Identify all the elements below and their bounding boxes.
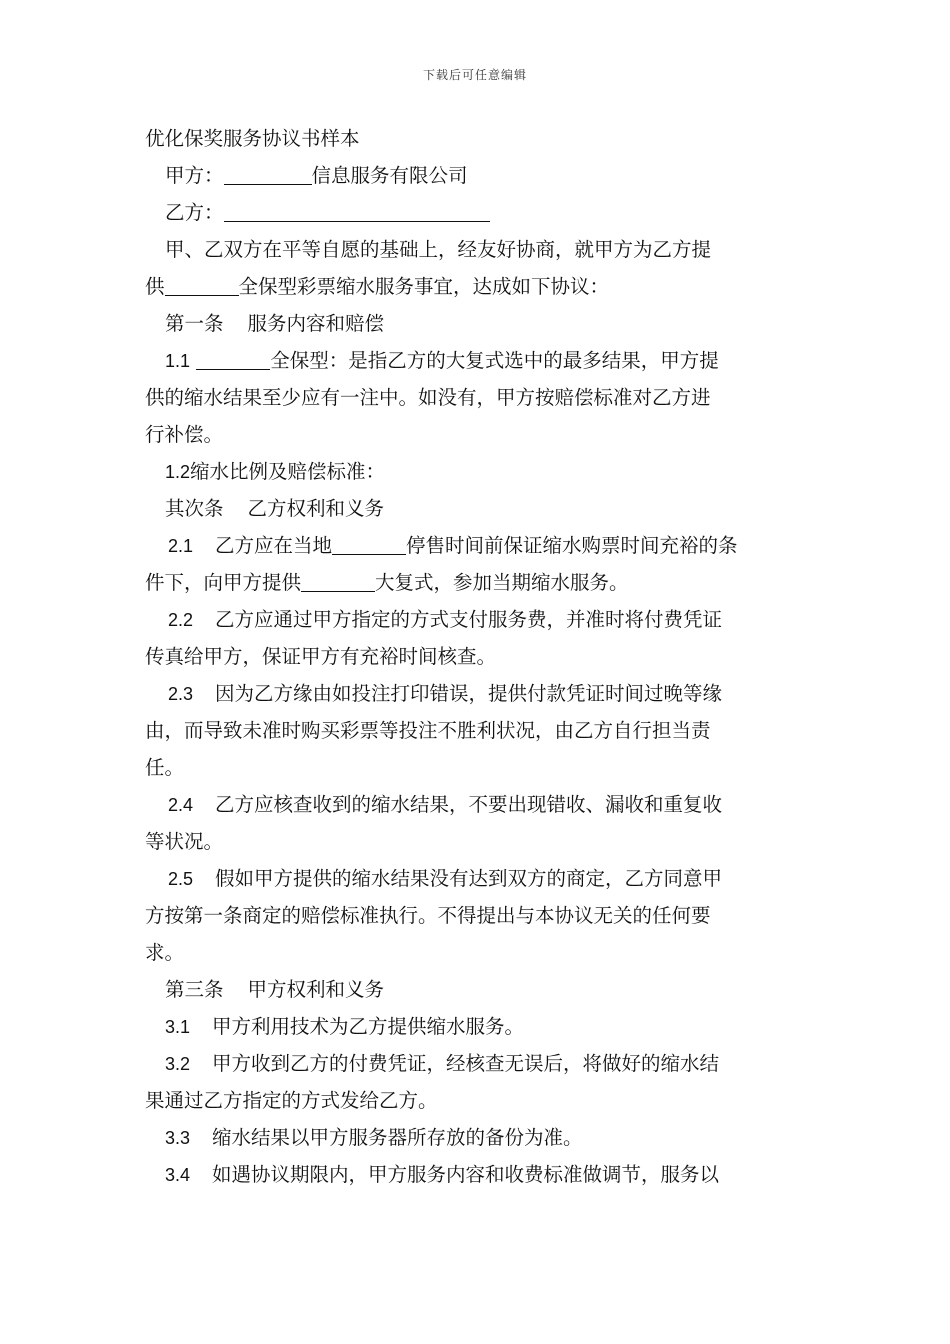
party-a-blank — [224, 164, 312, 185]
clause-text: 缩水比例及赔偿标准： — [190, 460, 386, 483]
party-b-blank — [224, 201, 490, 222]
clause-1-1-line-1 — [145, 342, 807, 379]
clause-3-2-line-1 — [145, 1045, 807, 1082]
intro-blank — [165, 275, 239, 296]
clause-number: 3.1 — [165, 1017, 191, 1037]
article-3-heading — [145, 971, 807, 1008]
clause-text: 乙方应在当地 — [215, 534, 333, 557]
clause-number: 1.1 — [165, 351, 191, 371]
clause-number: 2.4 — [168, 795, 194, 815]
clause-text: 甲方利用技术为乙方提供缩水服务。 — [212, 1015, 525, 1038]
clause-number: 2.5 — [168, 869, 194, 889]
party-a-label: 甲方： — [165, 164, 224, 187]
article-2-title: 乙方权利和义务 — [247, 497, 385, 520]
clause-3-2-line-2: 果通过乙方指定的方式发给乙方。 — [145, 1089, 438, 1112]
document-title: 优化保奖服务协议书样本 — [145, 127, 360, 150]
clause-text: 缩水结果以甲方服务器所存放的备份为准。 — [212, 1126, 583, 1149]
clause-1-1-line-3: 行补偿。 — [145, 423, 224, 446]
clause-2-1-line-1 — [145, 527, 807, 564]
clause-text: 全保型：是指乙方的大复式选中的最多结果，甲方提 — [270, 349, 719, 372]
document-body — [145, 120, 807, 1193]
clause-2-1-line-2 — [145, 564, 807, 601]
article-1-heading — [145, 305, 807, 342]
article-2-heading — [145, 490, 807, 527]
intro-text-a: 供 — [145, 275, 165, 298]
clause-number: 3.2 — [165, 1054, 191, 1074]
clause-number: 1.2 — [165, 462, 191, 482]
clause-2-1-blank-2 — [301, 571, 375, 592]
clause-2-4-line-2: 等状况。 — [145, 830, 224, 853]
clause-2-3-line-2: 由，而导致未准时购买彩票等投注不胜利状况，由乙方自行担当责 — [145, 719, 711, 742]
clause-2-3-line-3: 任。 — [145, 756, 185, 779]
party-b-label: 乙方： — [165, 201, 224, 224]
clause-2-5-line-3: 求。 — [145, 941, 185, 964]
clause-number: 2.2 — [168, 610, 194, 630]
clause-1-2 — [145, 453, 807, 490]
article-3-number: 第三条 — [165, 978, 224, 1001]
clause-number: 3.3 — [165, 1128, 191, 1148]
clause-3-1 — [145, 1008, 807, 1045]
clause-3-4-line-1 — [145, 1156, 807, 1193]
article-1-number: 第一条 — [165, 312, 224, 335]
clause-2-3-line-1 — [145, 675, 807, 712]
clause-text: 乙方应核查收到的缩水结果，不要出现错收、漏收和重复收 — [215, 793, 723, 816]
clause-text: 因为乙方缘由如投注打印错误，提供付款凭证时间过晚等缘 — [215, 682, 723, 705]
clause-2-5-line-1 — [145, 860, 807, 897]
clause-3-3 — [145, 1119, 807, 1156]
intro-text-b: 全保型彩票缩水服务事宜，达成如下协议： — [238, 275, 610, 298]
clause-number: 2.3 — [168, 684, 194, 704]
article-1-title: 服务内容和赔偿 — [247, 312, 385, 335]
clause-number: 2.1 — [168, 536, 194, 556]
party-b-line — [145, 194, 807, 231]
clause-1-1-line-2: 供的缩水结果至少应有一注中。如没有，甲方按赔偿标准对乙方进 — [145, 386, 711, 409]
clause-number: 3.4 — [165, 1165, 191, 1185]
clause-2-2-line-1 — [145, 601, 807, 638]
intro-line-2 — [145, 268, 807, 305]
party-a-line — [145, 157, 807, 194]
clause-text: 件下，向甲方提供 — [145, 571, 302, 594]
clause-text: 停售时间前保证缩水购票时间充裕的条 — [406, 534, 738, 557]
clause-text: 假如甲方提供的缩水结果没有达到双方的商定，乙方同意甲 — [215, 867, 723, 890]
clause-text: 大复式，参加当期缩水服务。 — [375, 571, 629, 594]
clause-2-2-line-2: 传真给甲方，保证甲方有充裕时间核查。 — [145, 645, 497, 668]
article-3-title: 甲方权利和义务 — [247, 978, 385, 1001]
article-2-number: 其次条 — [165, 497, 224, 520]
clause-text: 甲方收到乙方的付费凭证，经核查无误后，将做好的缩水结 — [212, 1052, 720, 1075]
intro-line-1: 甲、乙双方在平等自愿的基础上，经友好协商，就甲方为乙方提 — [165, 238, 712, 261]
clause-2-5-line-2: 方按第一条商定的赔偿标准执行。不得提出与本协议无关的任何要 — [145, 904, 711, 927]
party-a-suffix: 信息服务有限公司 — [311, 164, 468, 187]
clause-1-1-blank — [196, 349, 270, 370]
clause-2-4-line-1 — [145, 786, 807, 823]
page-header: 下载后可任意编辑 — [422, 68, 527, 82]
clause-text: 乙方应通过甲方指定的方式支付服务费，并准时将付费凭证 — [215, 608, 723, 631]
clause-text: 如遇协议期限内，甲方服务内容和收费标准做调节，服务以 — [212, 1163, 720, 1186]
clause-2-1-blank-1 — [332, 534, 406, 555]
